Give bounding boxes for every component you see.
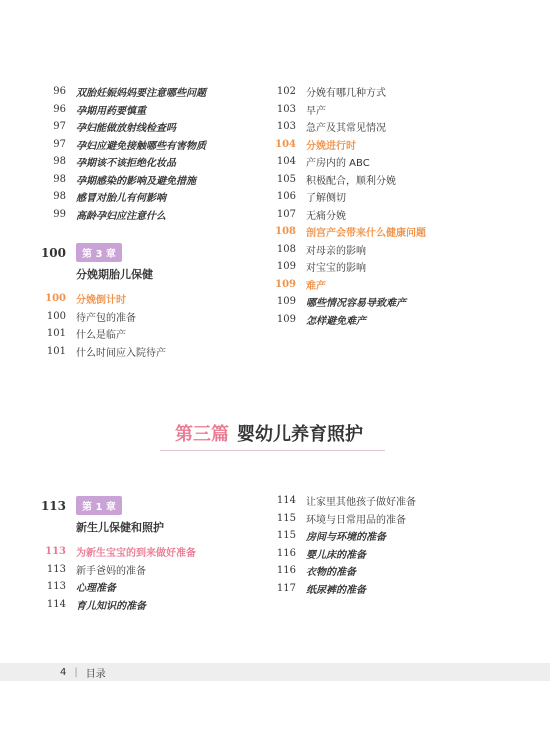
toc-mid-left <box>40 290 166 360</box>
toc-entry <box>40 596 196 614</box>
toc-entry <box>270 206 426 224</box>
toc-page-number: 109 <box>276 296 296 308</box>
toc-entry <box>40 578 196 596</box>
toc-entry-title: 什么时间应入院待产 <box>76 347 166 359</box>
toc-entry <box>40 136 206 154</box>
toc-page-number: 113 <box>45 546 66 558</box>
toc-page-number: 114 <box>276 495 296 507</box>
toc-page-number: 101 <box>46 345 66 357</box>
toc-entry-title: 双胎妊娠妈妈要注意哪些问题 <box>76 88 206 100</box>
toc-page-number: 97 <box>53 121 66 133</box>
toc-entry-title: 积极配合，顺利分娩 <box>306 175 396 187</box>
chapter-page-number: 113 <box>40 499 66 513</box>
toc-entry <box>40 325 166 343</box>
toc-entry <box>270 241 426 259</box>
chapter-3-block <box>40 232 166 360</box>
toc-entry-title: 无痛分娩 <box>306 210 346 222</box>
toc-entry <box>40 561 196 579</box>
toc-page-number: 98 <box>53 173 66 185</box>
toc-entry <box>270 171 426 189</box>
chapter-badge: 第 1 章 <box>76 496 122 515</box>
toc-entry <box>40 171 206 189</box>
toc-entry-title: 孕妇能做放射线检查吗 <box>76 123 176 135</box>
page-number: 4 <box>60 666 67 678</box>
toc-entry-title: 早产 <box>306 105 326 117</box>
toc-page-number: 104 <box>275 138 296 150</box>
toc-entry <box>40 290 166 308</box>
toc-entry <box>40 343 166 361</box>
toc-entry-title: 分娩进行时 <box>306 140 356 152</box>
chapter-title: 新生儿保健和照护 <box>76 521 164 534</box>
toc-page-number: 109 <box>276 261 296 273</box>
toc-bottom-left <box>40 543 196 613</box>
toc-entry <box>270 223 426 241</box>
toc-entry-title: 纸尿裤的准备 <box>306 584 366 596</box>
toc-page-number: 104 <box>276 156 296 168</box>
toc-entry <box>270 492 416 510</box>
toc-entry <box>270 101 426 119</box>
toc-entry-title: 什么是临产 <box>76 330 126 342</box>
part-name: 第三篇 <box>175 424 229 445</box>
toc-entry <box>270 311 426 329</box>
toc-page-number: 99 <box>53 208 66 220</box>
toc-page-number: 102 <box>276 86 296 98</box>
toc-entry <box>270 293 426 311</box>
toc-page-number: 105 <box>276 173 296 185</box>
toc-entry <box>40 308 166 326</box>
toc-page-number: 106 <box>276 191 296 203</box>
toc-page-number: 107 <box>276 208 296 220</box>
toc-entry-title: 哪些情况容易导致难产 <box>306 298 406 310</box>
toc-page-number: 115 <box>276 512 296 524</box>
toc-entry-title: 孕期感染的影响及避免措施 <box>76 175 196 187</box>
toc-entry-title: 心理准备 <box>76 583 116 595</box>
toc-entry <box>270 136 426 154</box>
toc-entry <box>40 118 206 136</box>
toc-page-number: 113 <box>46 581 66 593</box>
toc-bottom-right <box>270 492 416 597</box>
chapter-heading <box>40 242 166 282</box>
toc-entry-title: 分娩有哪几种方式 <box>306 88 386 100</box>
toc-entry-title: 孕期该不该拒绝化妆品 <box>76 158 176 170</box>
chapter-1-block <box>40 485 196 613</box>
chapter-heading <box>40 495 196 535</box>
toc-entry <box>40 543 196 561</box>
toc-page-number: 97 <box>53 138 66 150</box>
toc-entry-title: 分娩倒计时 <box>76 295 126 307</box>
toc-page-number: 108 <box>276 243 296 255</box>
toc-entry-title: 对母亲的影响 <box>306 245 366 257</box>
toc-entry <box>270 545 416 563</box>
toc-page-number: 115 <box>276 530 296 542</box>
chapter-badge: 第 3 章 <box>76 243 122 262</box>
toc-entry <box>270 527 416 545</box>
chapter-page-number: 100 <box>40 246 66 260</box>
toc-page-number: 103 <box>276 121 296 133</box>
toc-entry-title: 急产及其常见情况 <box>306 123 386 135</box>
toc-entry-title: 孕妇应避免接触哪些有害物质 <box>76 140 206 152</box>
toc-page-number: 116 <box>276 547 296 559</box>
toc-page-number: 96 <box>53 86 66 98</box>
toc-entry-title: 剖宫产会带来什么健康问题 <box>306 228 426 240</box>
toc-entry <box>40 83 206 101</box>
toc-entry <box>270 118 426 136</box>
toc-top-right <box>270 83 426 328</box>
toc-entry <box>270 83 426 101</box>
toc-entry <box>270 562 416 580</box>
toc-entry-title: 待产包的准备 <box>76 312 136 324</box>
toc-page-number: 103 <box>276 103 296 115</box>
toc-entry-title: 环境与日常用品的准备 <box>306 514 406 526</box>
toc-entry <box>270 580 416 598</box>
toc-page-number: 100 <box>46 310 66 322</box>
toc-entry-title: 感冒对胎儿有何影响 <box>76 193 166 205</box>
toc-entry-title: 高龄孕妇应注意什么 <box>76 210 166 222</box>
toc-entry-title: 育儿知识的准备 <box>76 600 146 612</box>
toc-entry-title: 孕期用药要慎重 <box>76 105 146 117</box>
toc-entry-title: 了解侧切 <box>306 193 346 205</box>
part-title: 婴幼儿养育照护 <box>237 424 363 445</box>
toc-entry-title: 房间与环境的准备 <box>306 532 386 544</box>
toc-entry <box>40 206 206 224</box>
chapter-title: 分娩期胎儿保健 <box>76 268 153 281</box>
toc-entry-title: 难产 <box>306 280 326 292</box>
toc-page-number: 109 <box>276 313 296 325</box>
toc-page-number: 109 <box>275 278 296 290</box>
toc-entry-title: 产房内的 ABC <box>306 158 370 170</box>
toc-entry-title: 婴儿床的准备 <box>306 549 366 561</box>
page-footer <box>0 663 550 681</box>
toc-page-number: 98 <box>53 191 66 203</box>
footer-separator: | <box>74 666 78 678</box>
toc-entry <box>40 188 206 206</box>
toc-entry-title: 怎样避免难产 <box>306 315 366 327</box>
toc-page-number: 96 <box>53 103 66 115</box>
toc-entry-title: 衣物的准备 <box>306 567 356 579</box>
toc-entry-title: 让家里其他孩子做好准备 <box>306 497 416 509</box>
toc-entry-title: 为新生宝宝的到来做好准备 <box>76 548 196 560</box>
toc-page-number: 116 <box>276 565 296 577</box>
part-heading <box>175 420 363 446</box>
toc-page-number: 114 <box>46 598 66 610</box>
toc-top-left <box>40 83 206 223</box>
toc-page-number: 113 <box>46 563 66 575</box>
toc-page-number: 108 <box>275 226 296 238</box>
toc-entry <box>270 153 426 171</box>
toc-entry <box>270 510 416 528</box>
footer-label: 目录 <box>85 668 106 680</box>
toc-entry <box>270 258 426 276</box>
part-underline <box>160 450 385 451</box>
toc-page-number: 117 <box>276 582 296 594</box>
toc-entry <box>270 188 426 206</box>
toc-page-number: 98 <box>53 156 66 168</box>
toc-entry <box>40 153 206 171</box>
toc-entry-title: 对宝宝的影响 <box>306 263 366 275</box>
toc-entry <box>40 101 206 119</box>
toc-entry-title: 新手爸妈的准备 <box>76 565 146 577</box>
toc-page-number: 101 <box>46 328 66 340</box>
toc-entry <box>270 276 426 294</box>
toc-page-number: 100 <box>45 293 66 305</box>
